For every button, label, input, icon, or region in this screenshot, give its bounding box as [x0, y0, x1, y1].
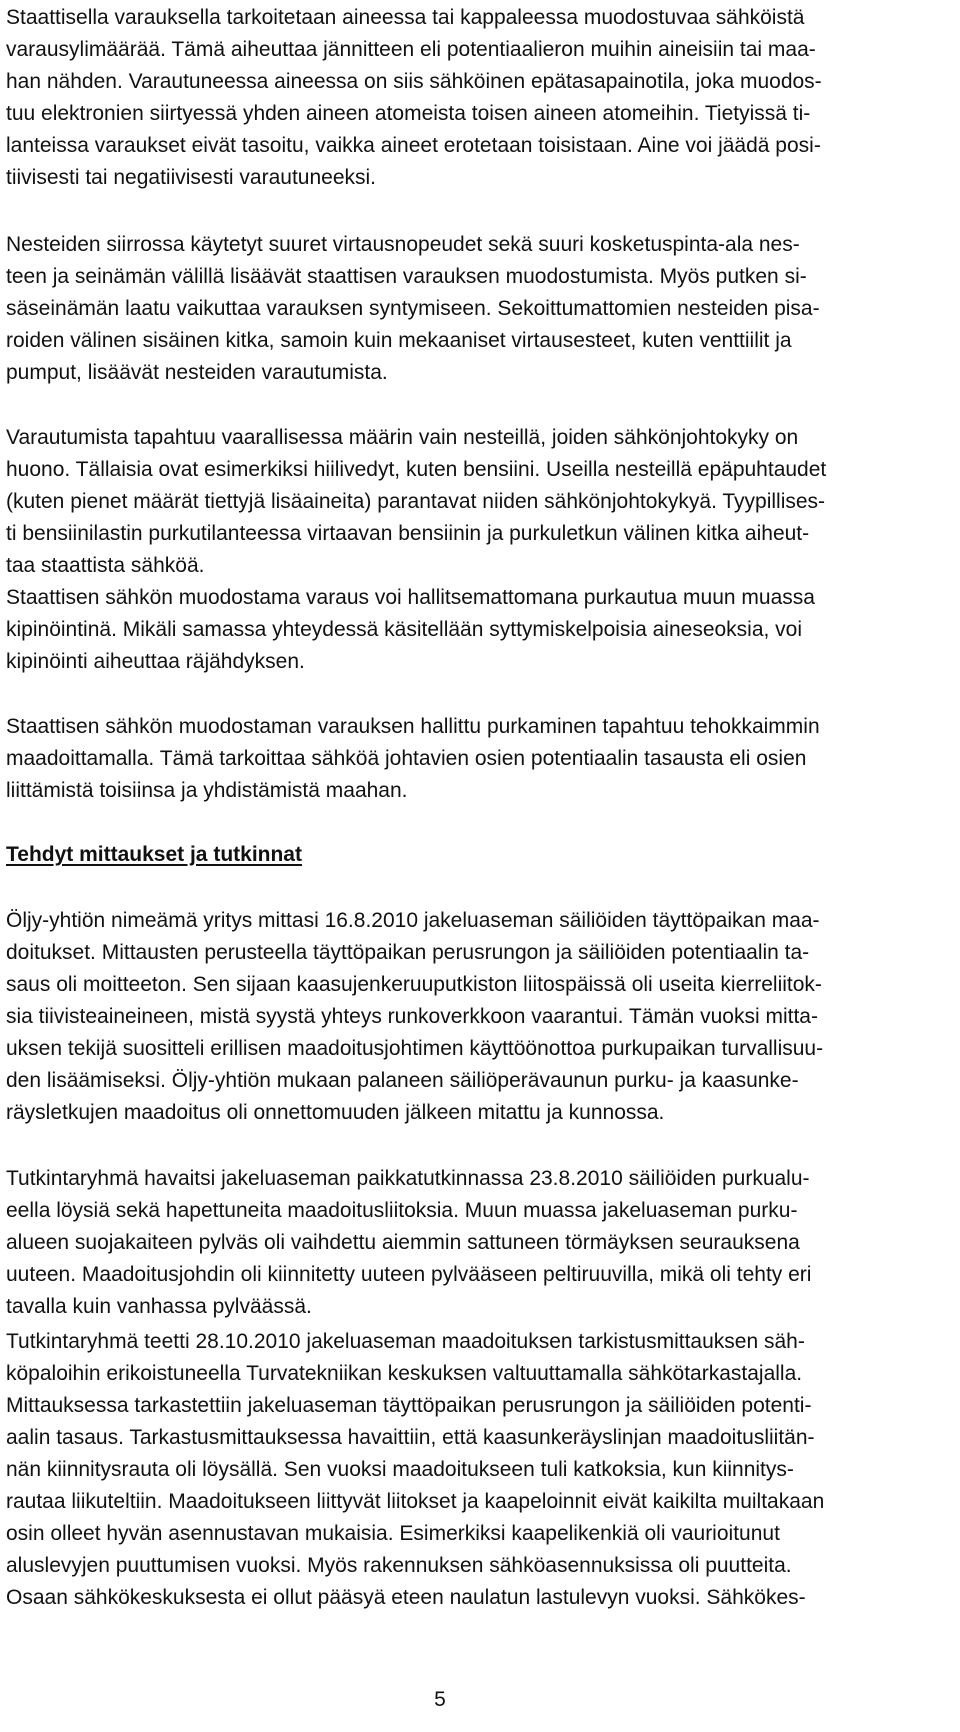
paragraph-static-charge-definition: Staattisella varauksella tarkoitetaan aineessa tai kappaleessa muodostuvaa sähköistä varausylimäärää. Tämä aiheuttaa jännitteen eli potentiaalieron muihin aineisiin tai maa- han nähden. Varautuneessa aineessa on siis sähköinen epätasapainotila, joka muodos- tuu elektronien siirtyessä yhden aineen atomeista toisen aineen atomeihin. Tietyissä ti- lanteissa varaukset eivät tasoitu, vaikka aineet erotetaan toisistaan. Aine voi jäädä posi- tiivisesti tai negatiivisesti varautuneeksi.: [6, 6, 822, 189]
section-heading: Tehdyt mittaukset ja tutkinnat: [6, 843, 302, 866]
paragraph-discharge: Staattisen sähkön muodostama varaus voi hallitsemattomana purkautua muun muassa kipinöintinä. Mikäli samassa yhteydessä käsitellään syttymiskelpoisia aineseoksia, voi kipinöinti aiheuttaa räjähdyksen.: [6, 586, 815, 673]
page-number: 5: [434, 1688, 446, 1711]
paragraph-grounding: Staattisen sähkön muodostaman varauksen hallittu purkaminen tapahtuu tehokkaimmin maadoittamalla. Tämä tarkoittaa sähköä johtavien osien potentiaalin tasausta eli osien liittämistä toisiinsa ja yhdistämistä maahan.: [6, 715, 820, 802]
paragraph-measurement-16-8: Öljy-yhtiön nimeämä yritys mittasi 16.8.2010 jakeluaseman säiliöiden täyttöpaikan maa- doitukset. Mittausten perusteella täyttöpaikan perusrungon ja säiliöiden potentiaalin ta- saus oli moitteeton. Sen sijaan kaasujenkeruuputkiston liitospäissä oli useita kierreliitok- sia tiivisteaineineen, mistä syystä yhteys runkoverkkoon vaarantui. Tämän vuoksi mitta- uksen tekijä suositteli erillisen maadoitusjohtimen käyttöönottoa purkupaikan turvallisuu- den lisäämiseksi. Öljy-yhtiön mukaan palaneen säiliöperävaunun purku- ja kaasunke- räysletkujen maadoitus oli onnettomuuden jälkeen mitattu ja kunnossa.: [6, 909, 824, 1124]
paragraph-liquid-transfer: Nesteiden siirrossa käytetyt suuret virtausnopeudet sekä suuri kosketuspinta-ala nes- teen ja seinämän välillä lisäävät staattisen varauksen muodostumista. Myös putken si- säseinämän laatu vaikuttaa varauksen syntymiseen. Sekoittumattomien nesteiden pisa- roiden välinen sisäinen kitka, samoin kuin mekaaniset virtausesteet, kuten venttiilit ja pumput, lisäävät nesteiden varautumista.: [6, 233, 820, 384]
paragraph-inspection-28-10: Tutkintaryhmä teetti 28.10.2010 jakeluaseman maadoituksen tarkistusmittauksen säh- köpaloihin erikoistuneella Turvatekniikan keskuksen valtuuttamalla sähkötarkastajalla. Mittauksessa tarkastettiin jakeluaseman täyttöpaikan perusrungon ja säiliöiden potenti- aalin tasaus. Tarkastusmittauksessa havaittiin, että kaasunkeräyslinjan maadoitusliitän- nän kiinnitysrauta oli löysällä. Sen vuoksi maadoitukseen tuli katkoksia, kun kiinnitys- rautaa liikuteltiin. Maadoitukseen liittyvät liitokset ja kaapeloinnit eivät kaikilta muiltakaan osin olleet hyvän asennustavan mukaisia. Esimerkiksi kaapelikenkiä oli vaurioitunut aluslevyjen puuttumisen vuoksi. Myös rakennuksen sähköasennuksissa oli puutteita. Osaan sähkökeskuksesta ei ollut pääsyä eteen naulatun lastulevyn vuoksi. Sähkökes-: [6, 1330, 825, 1609]
paragraph-inspection-23-8: Tutkintaryhmä havaitsi jakeluaseman paikkatutkinnassa 23.8.2010 säiliöiden purkualu- eella löysiä sekä hapettuneita maadoitusliitoksia. Muun muassa jakeluaseman purku- alueen suojakaiteen pylväs oli vaihdettu aiemmin sattuneen törmäyksen seurauksena uuteen. Maadoitusjohdin oli kiinnitetty uuteen pylvääseen peltiruuvilla, mikä oli tehty eri tavalla kuin vanhassa pylväässä.: [6, 1167, 812, 1318]
paragraph-conductivity: Varautumista tapahtuu vaarallisessa määrin vain nesteillä, joiden sähkönjohtokyky on huono. Tällaisia ovat esimerkiksi hiilivedyt, kuten bensiini. Useilla nesteillä epäpuhtaudet (kuten pienet määrät tiettyjä lisäaineita) parantavat niiden sähkönjohtokykyä. Tyypillises- ti bensiinilastin purkutilanteessa virtaavan bensiinin ja purkuletkun välinen kitka aiheut- taa staattista sähköä.: [6, 426, 827, 577]
